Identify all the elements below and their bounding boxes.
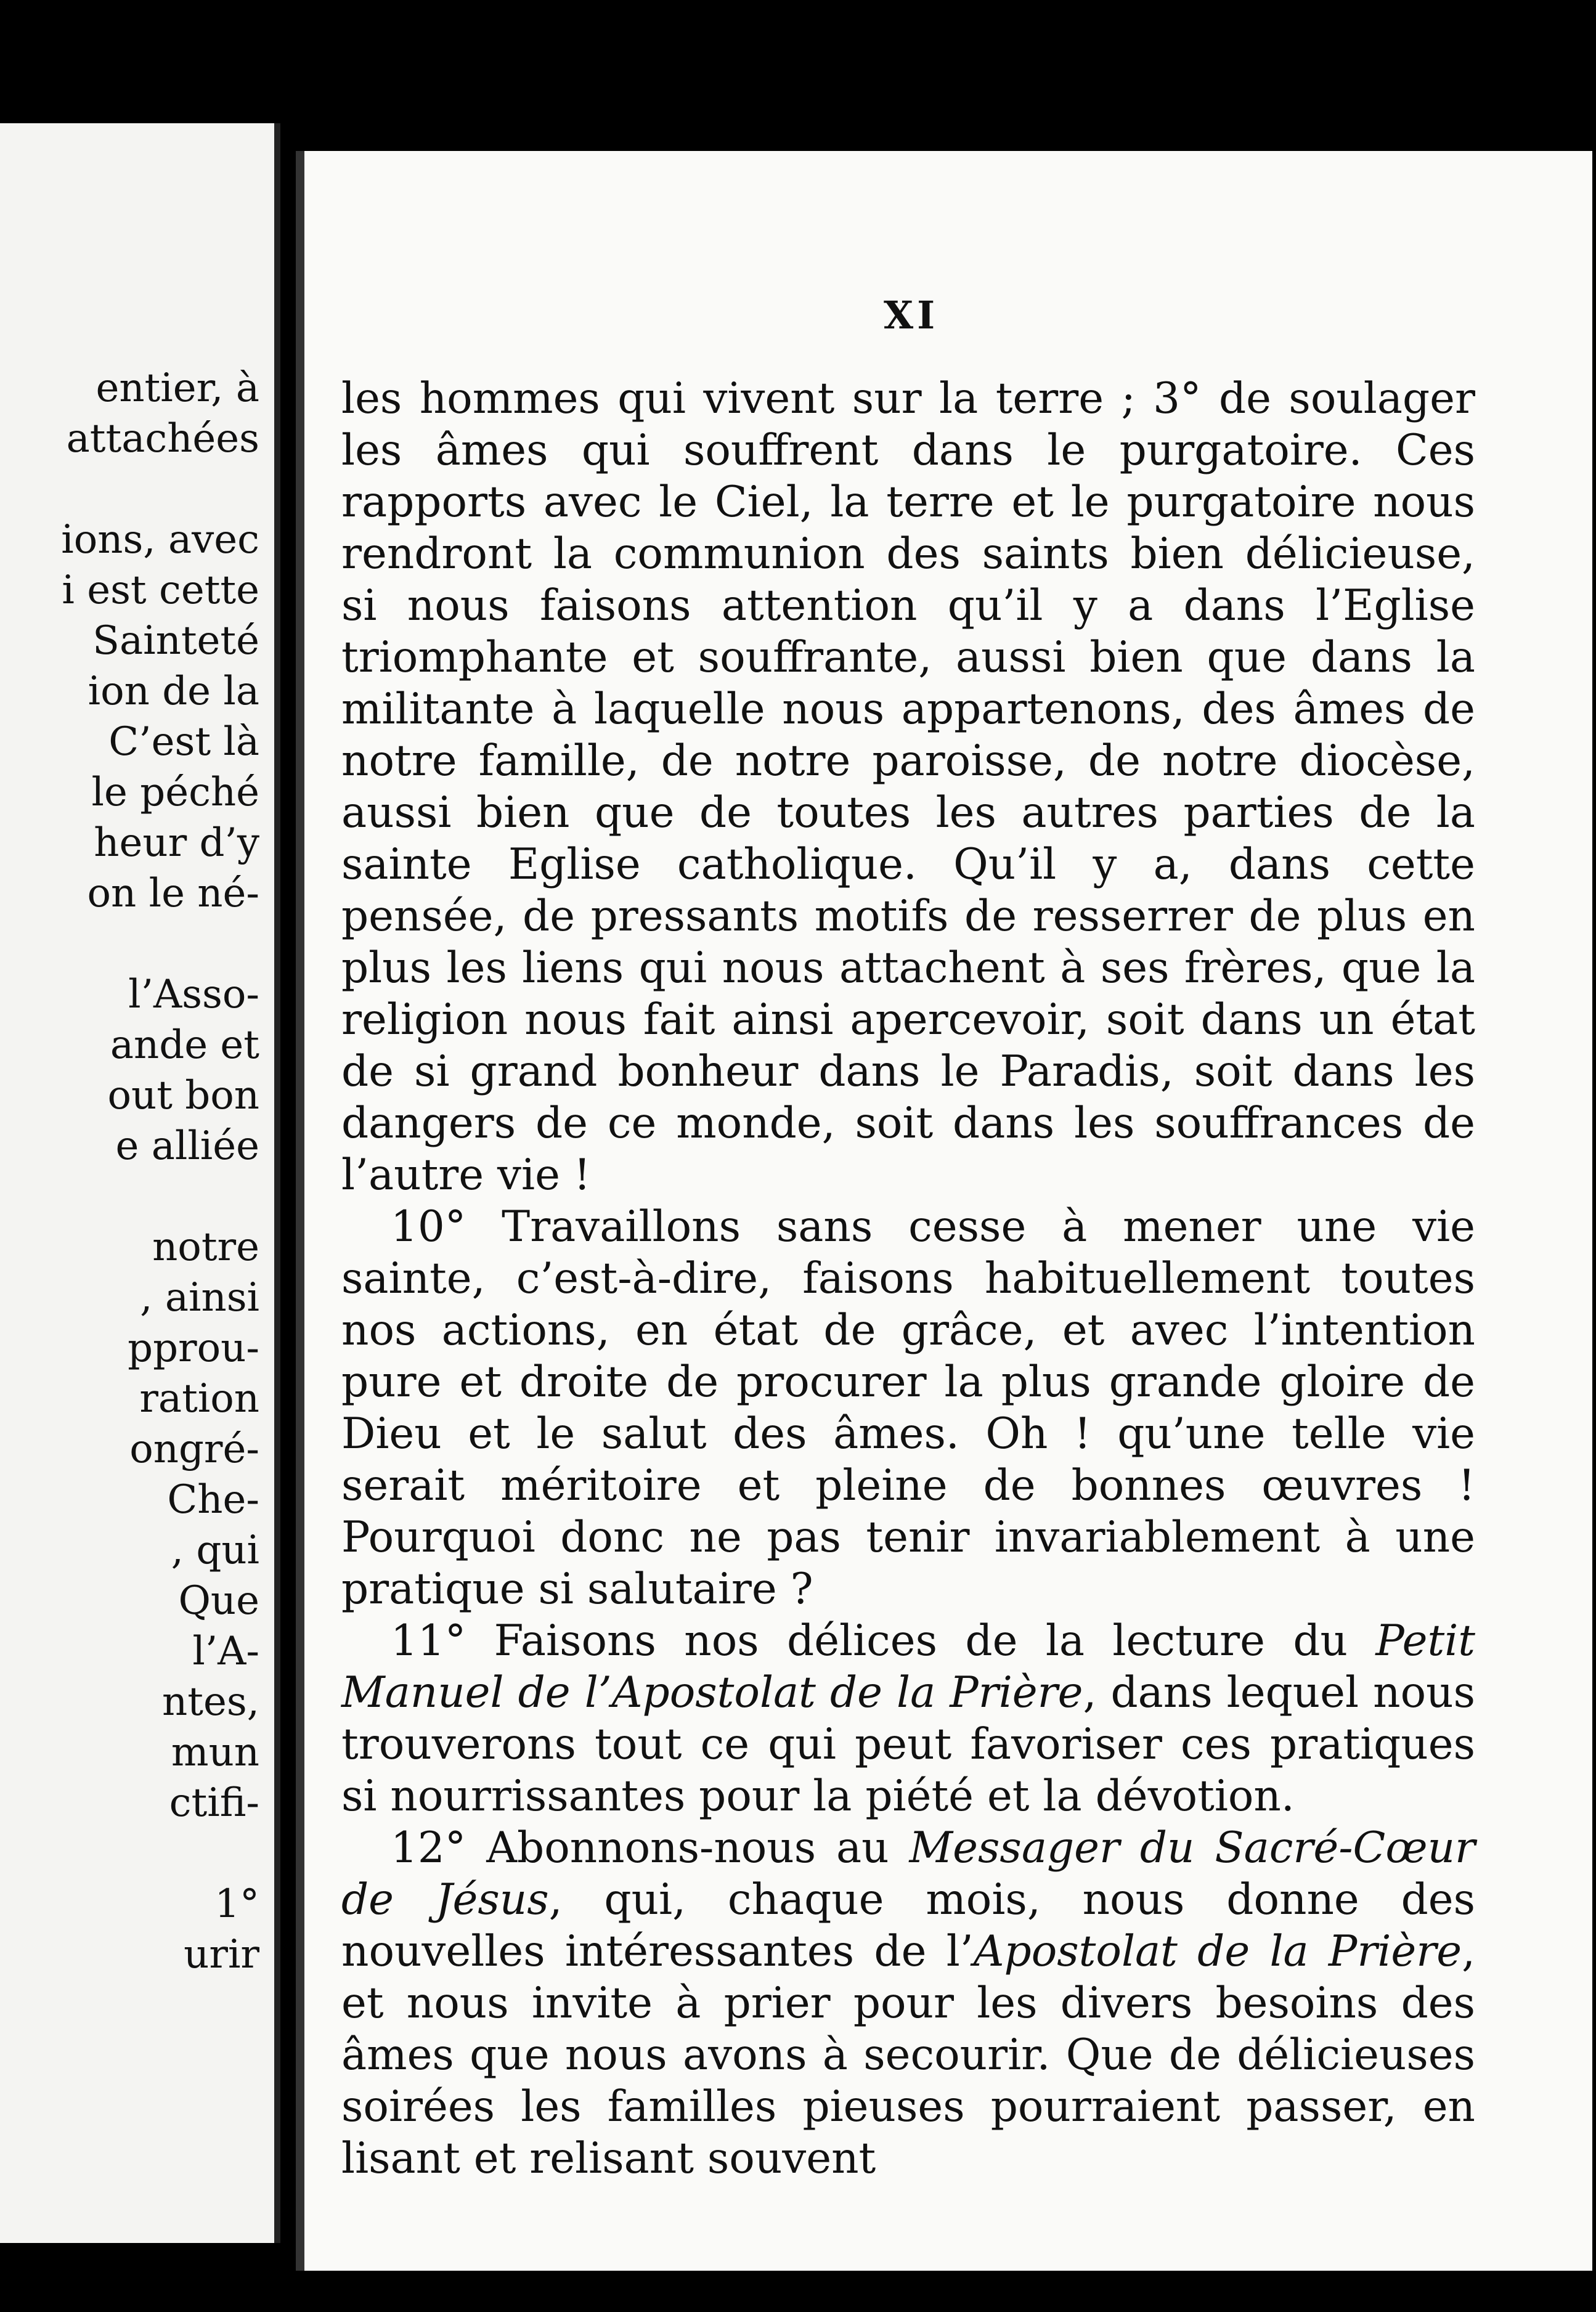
left-page-line: ntes, bbox=[162, 1679, 259, 1725]
paragraph-12-text-b: , qui, chaque mois, nous donne des nouvelles intéressantes de l’ bbox=[341, 1875, 1475, 1976]
left-page-line: le péché bbox=[91, 770, 259, 815]
left-page-line: Sainteté bbox=[92, 618, 259, 664]
left-page-line: entier, à bbox=[96, 365, 259, 411]
left-page-line: , qui bbox=[171, 1528, 259, 1573]
left-page-line: Che- bbox=[167, 1477, 259, 1523]
left-page-line: pprou- bbox=[128, 1325, 259, 1371]
left-page-line: urir bbox=[184, 1932, 259, 1977]
left-page-line: on le né- bbox=[87, 871, 259, 916]
page-body bbox=[341, 373, 1475, 2184]
left-page-line: 1° bbox=[214, 1881, 259, 1927]
paragraph-12 bbox=[341, 1822, 1475, 2184]
paragraph-11-text-b: , dans lequel nous trouverons tout ce qui peut favoriser ces pratiques si nourrissantes pour la piété et la dévotion. bbox=[341, 1668, 1475, 1821]
right-page bbox=[296, 151, 1592, 2271]
left-page-line: e alliée bbox=[115, 1123, 259, 1169]
left-page-line: out bon bbox=[107, 1073, 259, 1118]
left-page-line: l’A- bbox=[192, 1629, 259, 1674]
paragraph-10: 10° Travaillons sans cesse à mener une vie sainte, c’est-à-dire, faisons habituellement toutes nos actions, en état de grâce, et avec l’intention pure et droite de procurer la plus grande gloire de Dieu et le salut des âmes. Oh ! qu’une telle vie serait méritoire et pleine de bonnes œuvres ! Pourquoi donc ne pas tenir invariablement à une pratique si salutaire ? bbox=[341, 1202, 1475, 1614]
left-page-line: ion de la bbox=[88, 669, 259, 714]
left-page-line: ande et bbox=[110, 1022, 259, 1068]
page-number: XI bbox=[884, 293, 939, 338]
left-page-line: i est cette bbox=[62, 568, 259, 613]
periodical-title-messager: Messager du Sacré-Cœur de Jésus bbox=[341, 1823, 1475, 1924]
left-page-line: Que bbox=[178, 1578, 259, 1624]
title-apostolat: Apostolat de la Prière bbox=[973, 1927, 1462, 1976]
left-page-line: attachées bbox=[66, 416, 259, 462]
left-page-line: ration bbox=[139, 1376, 259, 1422]
left-page-line: ions, avec bbox=[61, 517, 259, 563]
left-page-line: l’Asso- bbox=[128, 972, 259, 1017]
left-page-line: ongré- bbox=[129, 1427, 259, 1472]
left-page-line: , ainsi bbox=[140, 1275, 259, 1321]
left-page-line: ctifi- bbox=[169, 1780, 259, 1826]
left-page-line: mun bbox=[171, 1730, 259, 1775]
paragraph-continuation: les hommes qui vivent sur la terre ; 3° de soulager les âmes qui souffrent dans le purgatoire. Ces rapports avec le Ciel, la terre et le purgatoire nous rendront la communion des saints bien délicieuse, si nous faisons attention qu’il y a dans l’Eglise triomphante et souffrante, aussi bien que dans la militante à laquelle nous appartenons, des âmes de notre famille, de notre paroisse, de notre diocèse, aussi bien que de toutes les autres parties de la sainte Eglise catholique. Qu’il y a, dans cette pensée, de pressants motifs de resserrer de plus en plus les liens qui nous attachent à ses frères, que la religion nous fait ainsi apercevoir, soit dans un état de si grand bonheur dans le Paradis, soit dans les dangers de ce monde, soit dans les souffrances de l’autre vie ! bbox=[341, 374, 1475, 1200]
left-page-line: C’est là bbox=[108, 719, 259, 765]
left-page-line: heur d’y bbox=[94, 820, 259, 866]
left-page bbox=[0, 123, 280, 2243]
paragraph-11-text-a: 11° Faisons nos délices de la lecture du bbox=[391, 1616, 1376, 1666]
book-title-petit-manuel: Petit Manuel de l’Apostolat de la Prière bbox=[341, 1616, 1475, 1717]
paragraph-12-text-c: , et nous invite à prier pour les divers besoins des âmes que nous avons à secourir. Que de délicieuses soirées les familles pieuses pourraient passer, en lisant et relisant souvent bbox=[341, 1927, 1475, 2183]
paragraph-11 bbox=[341, 1615, 1475, 1822]
left-page-line: notre bbox=[152, 1224, 259, 1270]
paragraph-12-text-a: 12° Abonnons-nous au bbox=[391, 1823, 910, 1873]
